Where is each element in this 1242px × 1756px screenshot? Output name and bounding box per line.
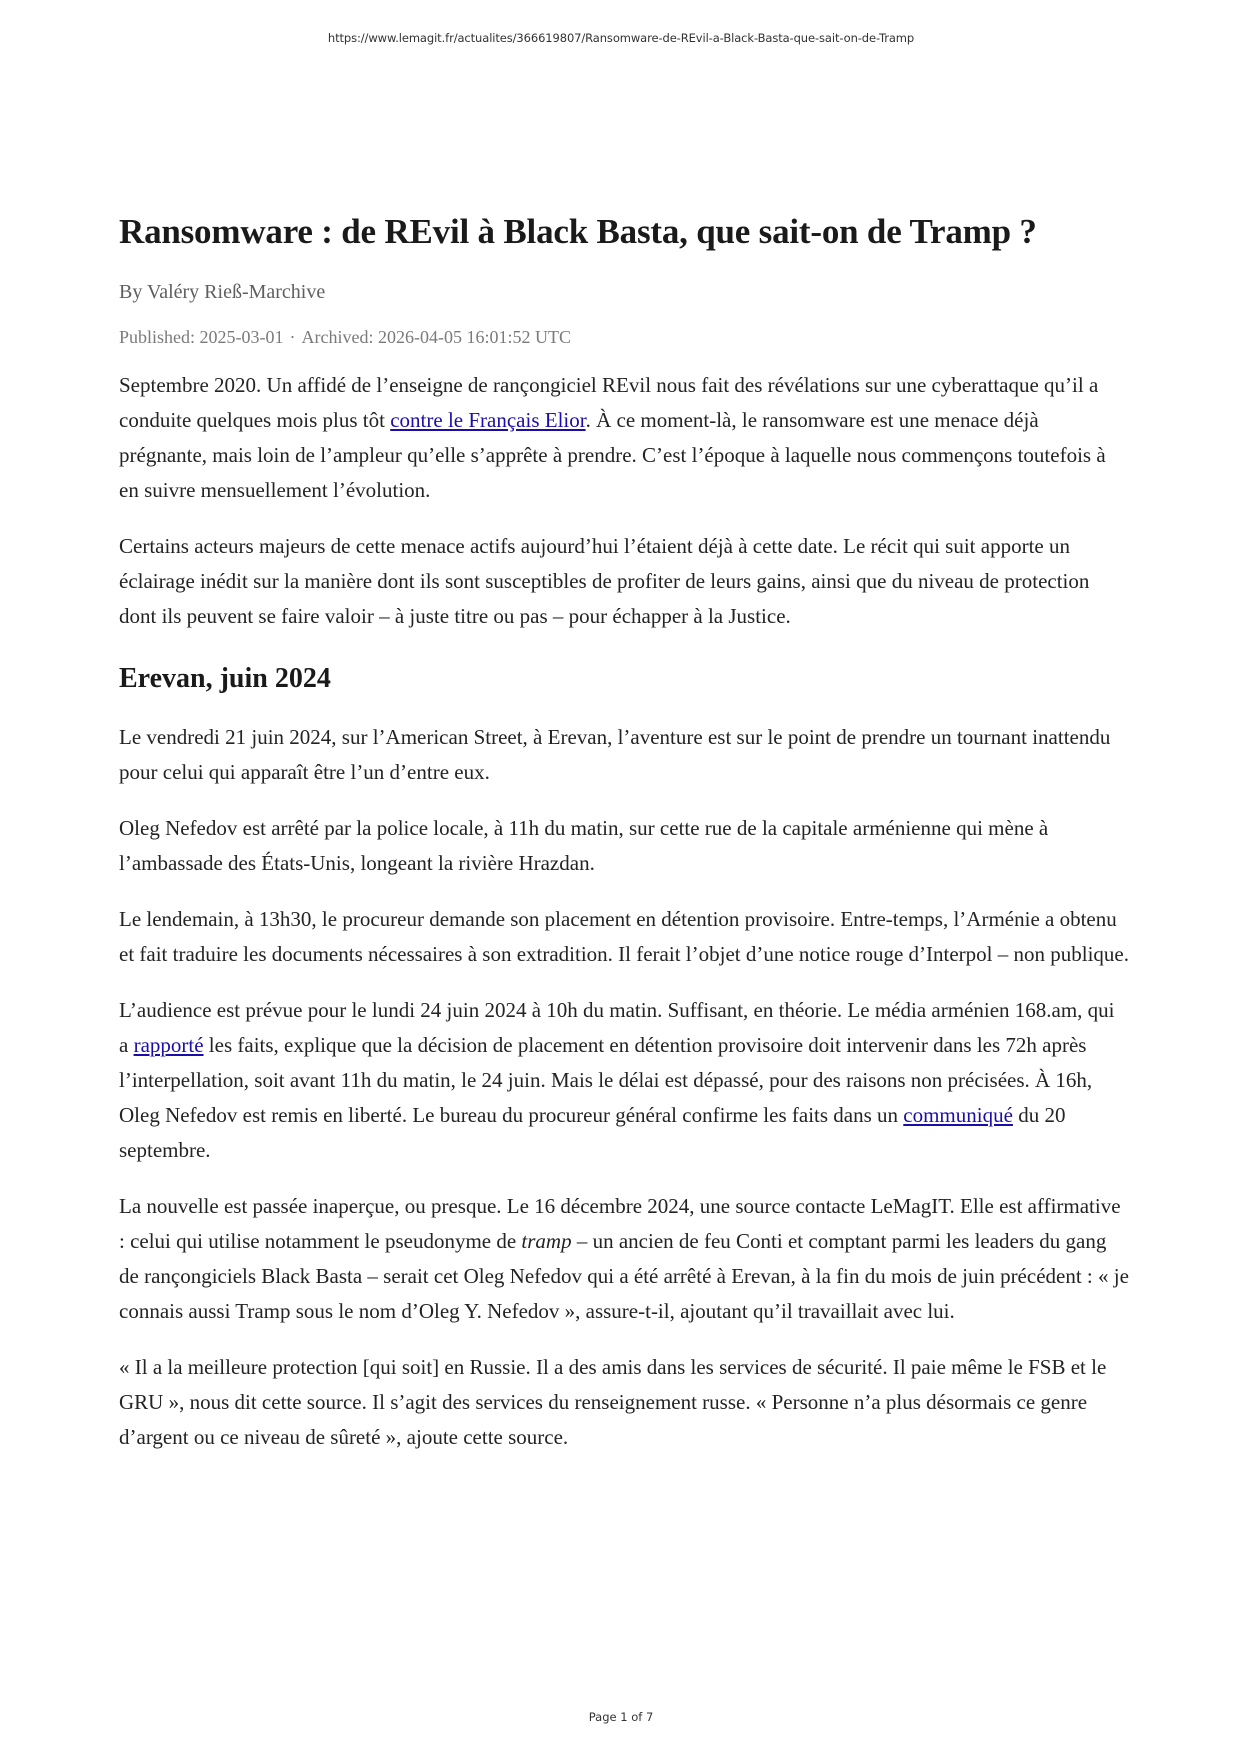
- paragraph-detention: Le lendemain, à 13h30, le procureur demande son placement en détention provisoire. Entre-temps, l’Arménie a obtenu et fait traduire les documents nécessaires à son extradition. Il ferait l’objet d’une notice rouge d’Interpol – non publique.: [119, 907, 1129, 966]
- meta-separator: ·: [289, 327, 296, 347]
- link-rapporte[interactable]: rapporté: [133, 1033, 204, 1057]
- link-elior-attack[interactable]: contre le Français Elior: [390, 408, 586, 432]
- paragraph-intro: [119, 368, 1129, 508]
- link-communique[interactable]: communiqué: [903, 1103, 1013, 1127]
- paragraph-context: Certains acteurs majeurs de cette menace actifs aujourd’hui l’étaient déjà à cette date. Le récit qui suit apporte un éclairage inédit sur la manière dont ils sont susceptibles de profiter de leurs gains, ainsi que du niveau de protection dont ils peuvent se faire valoir – à juste titre ou pas – pour échapper à la Justice.: [119, 534, 1090, 628]
- paragraph-text: L’audience est prévue pour le lundi 24 juin 2024 à 10h du matin. Suffisant, en théorie. Le média arménien 168.am, qui a: [119, 998, 1115, 1057]
- paragraph-text: . À ce moment-là, le ransomware est une menace déjà prégnante, mais loin de l’ampleur qu’elle s’apprête à prendre. C’est l’époque à laquelle nous commençons toutefois à en suivre mensuellement l’évolution.: [119, 408, 1106, 502]
- paragraph-text: – un ancien de feu Conti et comptant parmi les leaders du gang de rançongiciels Black Basta – serait cet Oleg Nefedov qui a été arrêté à Erevan, à la fin du mois de juin précédent : « je connais aussi Tramp sous le nom d’Oleg Y. Nefedov », assure-t-il, ajoutant qu’il travaillait avec lui.: [119, 1229, 1129, 1323]
- section-heading-erevan: Erevan, juin 2024: [119, 663, 331, 694]
- paragraph-hearing: [119, 993, 1129, 1168]
- paragraph-text: La nouvelle est passée inaperçue, ou presque. Le 16 décembre 2024, une source contacte LeMagIT. Elle est affirmative : celui qui utilise notamment le pseudonyme de: [119, 1194, 1121, 1253]
- paragraph-text: les faits, explique que la décision de placement en détention provisoire doit intervenir dans les 72h après l’interpellation, soit avant 11h du matin, le 24 juin. Mais le délai est dépassé, pour des raisons non précisées. À 16h, Oleg Nefedov est remis en liberté. Le bureau du procureur général confirme les faits dans un: [119, 1033, 1093, 1127]
- article-byline: By Valéry Rieß-Marchive: [119, 281, 326, 303]
- archived-date: Archived: 2026-04-05 16:01:52 UTC: [301, 327, 571, 347]
- paragraph-arrest: Oleg Nefedov est arrêté par la police locale, à 11h du matin, sur cette rue de la capitale arménienne qui mène à l’ambassade des États-Unis, longeant la rivière Hrazdan.: [119, 816, 1049, 875]
- paragraph-source-contact: [119, 1189, 1129, 1329]
- article: [119, 210, 1129, 1476]
- pseudonym-emphasis: tramp: [521, 1229, 572, 1253]
- paragraph-text: Septembre 2020. Un affidé de l’enseigne de rançongiciel REvil nous fait des révélations sur une cyberattaque qu’il a conduite quelques mois plus tôt: [119, 373, 1099, 432]
- paragraph-american-street: Le vendredi 21 juin 2024, sur l’American Street, à Erevan, l’aventure est sur le point de prendre un tournant inattendu pour celui qui apparaît être l’un d’entre eux.: [119, 725, 1111, 784]
- page-url-header: https://www.lemagit.fr/actualites/366619807/Ransomware-de-REvil-a-Black-Basta-que-sait-on-de-Tramp: [327, 31, 915, 45]
- article-meta: [119, 325, 1129, 349]
- published-date: Published: 2025-03-01: [119, 327, 284, 347]
- page-number-footer: Page 1 of 7: [588, 1710, 654, 1724]
- paragraph-protection-quote: « Il a la meilleure protection [qui soit] en Russie. Il a des amis dans les services de sécurité. Il paie même le FSB et le GRU », nous dit cette source. Il s’agit des services du renseignement russe. « Personne n’a plus désormais ce genre d’argent ou ce niveau de sûreté », ajoute cette source.: [119, 1355, 1107, 1449]
- article-title: Ransomware : de REvil à Black Basta, que sait-on de Tramp ?: [119, 212, 1037, 251]
- paragraph-text: du 20 septembre.: [119, 1103, 1066, 1162]
